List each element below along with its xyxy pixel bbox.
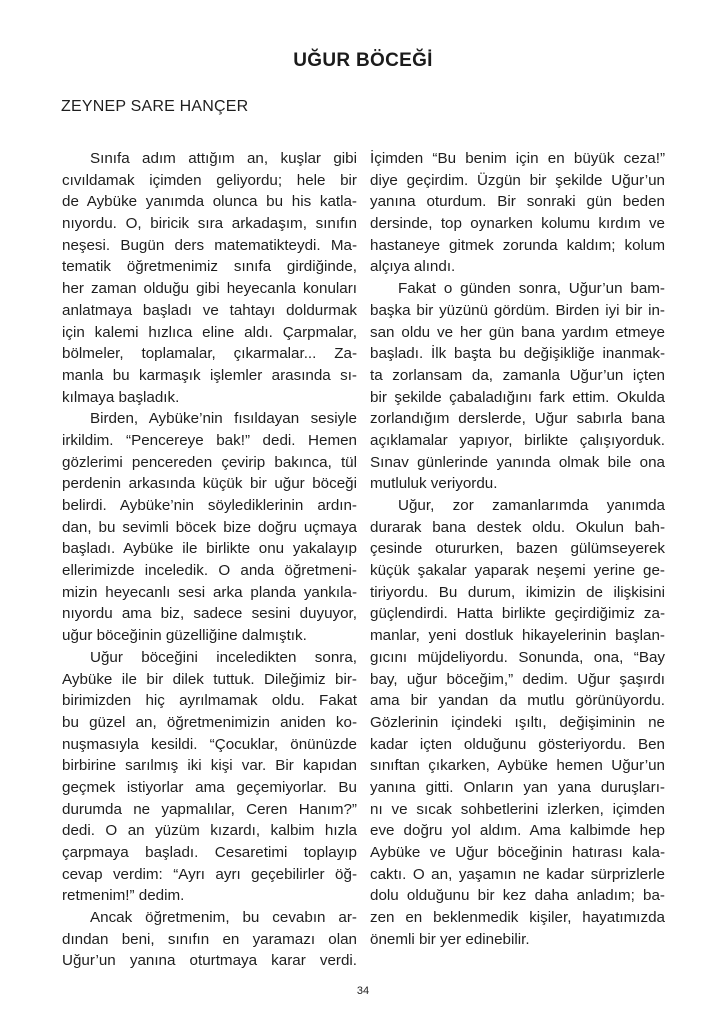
text-line: İçimden “Bu benim için en büyük ceza!”	[370, 150, 665, 167]
text-line: dolu olduğunu bir kez daha anladım; ba-	[370, 887, 665, 905]
text-line: bölmeler, toplamalar, çıkarmalar... Za-	[62, 345, 357, 363]
text-line: nuşmasıyla kesildi. “Çocuklar, önünüzde	[62, 735, 357, 753]
page-number: 34	[356, 985, 370, 997]
text-line: dan, bu sevimli böcek bize doğru uçmaya	[62, 518, 357, 536]
text-line: başka bir yüzünü gördüm. Birden iyi bir in-	[370, 301, 665, 319]
text-line: bu güzel an, öğretmenimizin aniden ko-	[62, 713, 357, 731]
text-line: her zaman olduğu gibi heyecanla konuları	[62, 280, 357, 298]
text-line: Gözlerinin içindeki ışıltı, değişiminin ne	[370, 713, 665, 731]
text-line: cıvıldamak içimden geliyordu; hele bir	[62, 171, 357, 189]
text-line: dından beni, sınıfın en yaramazı olan	[62, 930, 357, 948]
text-line: birimizden hiç ayrılmamak oldu. Fakat	[62, 692, 357, 710]
text-line: tematik öğretmenimiz sınıfa girdiğinde,	[62, 258, 357, 276]
text-line: manlar, yeni dostluk hikayelerinin başlan-	[370, 627, 665, 645]
text-line: alçıya alındı.	[370, 258, 456, 276]
text-line: güçlendirdi. Hatta birlikte geçirdiğimiz za-	[370, 605, 665, 623]
text-line: başladı. İlk başta bu değişikliğe inanmak-	[370, 345, 665, 363]
text-line: perdenin arkasında küçük bir uğur böceği	[62, 475, 357, 493]
text-line: yanına gitti. Onların yan yana duruşları-	[370, 778, 665, 796]
text-line: Aybüke ve Uğur böceğinin hatırası kala-	[370, 844, 665, 861]
text-line: Uğur’un yanına oturtmaya karar verdi.	[62, 952, 357, 970]
text-line: Birden, Aybüke’nin fısıldayan sesiyle	[90, 410, 357, 428]
text-line: anlatmaya başladı ve tahtayı doldurmak	[62, 301, 357, 319]
text-line: de Aybüke yanımda olunca bu his katla-	[62, 193, 357, 211]
text-line: san oldu ve her gün bana yardım etmeye	[370, 323, 665, 341]
text-line: retmenim!” dedim.	[62, 887, 185, 905]
text-line: başladı. Aybüke ile birlikte onu yakalayıp	[62, 540, 357, 558]
text-line: hastaneye gitmek zorunda kaldım; kolum	[370, 236, 665, 254]
text-line: dersinde, top oynarken kolumu kırdım ve	[370, 215, 665, 233]
text-line: zen en beklenmedik kişiler, hayatımızda	[370, 909, 665, 927]
text-line: çesinde otururken, bazen gülümseyerek	[370, 540, 665, 558]
text-line: birbirine sarılmış iki kişi var. Bir kapıdan	[62, 757, 357, 775]
text-line: diye geçirdim. Üzgün bir şekilde Uğur’un	[370, 171, 665, 189]
text-line: belirdi. Aybüke’nin söylediklerinin ardın-	[62, 497, 357, 514]
text-line: cevap verdim: “Ayrı ayrı geçebilirler öğ-	[62, 865, 357, 883]
right-text-column	[370, 148, 665, 950]
text-line: önemli bir yer edinebilir.	[370, 930, 530, 948]
text-line: Sınıfa adım attığım an, kuşlar gibi	[90, 150, 357, 167]
text-line: açıklamalar yapıyor, birlikte çalışıyorduk.	[370, 431, 665, 449]
text-line: irkildim. “Pencereye bak!” dedi. Hemen	[62, 431, 357, 449]
text-line: Sınav günlerinde yanında olmak bile ona	[370, 453, 665, 471]
text-line: tiriyordu. Bu durum, ikimizin de ilişkisini	[370, 583, 665, 601]
text-line: Uğur, zor zamanlarımda yanımda	[398, 497, 665, 514]
text-line: uğur böceğinin güzelliğine dalmıştık.	[62, 627, 307, 645]
text-line: küçük şakalar yaparak neşemi yerine ge-	[370, 562, 665, 580]
text-line: bir şekilde çabaladığını fark ettim. Okulda	[370, 388, 665, 406]
text-line: kadar içten olduğunu gösteriyordu. Ben	[370, 735, 665, 753]
text-line: nıyordu ama biz, sadece sesini duyuyor,	[62, 605, 357, 623]
text-line: durumda ne yapmalılar, Ceren Hanım?”	[62, 800, 357, 818]
text-line: kılmaya başladık.	[62, 388, 180, 406]
text-line: dedi. O an yüzüm kızardı, kalbim hızla	[62, 822, 357, 840]
text-line: zorlandığım derslerde, Uğur sabırla bana	[370, 410, 665, 428]
text-line: ama bir yandan da mutlu görünüyordu.	[370, 692, 665, 710]
text-line: nı ve sıcak sohbetlerini izlerken, içimden	[370, 800, 665, 818]
text-line: sınıftan çıkarken, Aybüke hemen Uğur’un	[370, 757, 665, 775]
text-line: caktı. O an, yaşamın ne kadar sürprizlerle	[370, 865, 665, 883]
text-line: mutluluk veriyordu.	[370, 475, 498, 493]
text-line: ellerimizde inceledik. O anda öğretmeni-	[62, 562, 357, 580]
story-title: UĞUR BÖCEĞİ	[293, 50, 433, 71]
text-line: Fakat o günden sonra, Uğur’un bam-	[398, 280, 665, 298]
text-line: Aybüke ile bir dilek tuttuk. Dileğimiz bir-	[62, 670, 357, 688]
text-line: ta zorlansam da, zamanla Uğur’un içten	[370, 366, 665, 384]
text-line: durarak bana destek oldu. Okulun bah-	[370, 518, 665, 536]
text-line: geçmek istiyorlar ama geçemiyorlar. Bu	[62, 778, 357, 796]
text-line: gıcını müjdeliyordu. Sonunda, ona, “Bay	[370, 648, 665, 666]
text-line: Uğur böceğini inceledikten sonra,	[90, 648, 357, 666]
text-line: eve doğru yol aldım. Ama kalbimde hep	[370, 822, 665, 840]
text-line: nıyordu. O, biricik sıra arkadaşım, sınıfın	[62, 215, 357, 233]
text-line: mizin heyecanlı sesi arka planda yankıla-	[62, 583, 357, 601]
text-line: manla bu karmaşık işlemler arasında sı-	[62, 366, 357, 384]
text-line: bay, uğur böceğim,” dedim. Uğur şaşırdı	[370, 670, 665, 688]
left-text-column	[62, 148, 357, 972]
text-line: için kalemi hızlıca eline aldı. Çarpmalar,	[62, 323, 357, 341]
text-line: neşesi. Bugün ders matematikteydi. Ma-	[62, 236, 357, 254]
text-line: gözlerimi pencereden çevirip bakınca, tül	[62, 453, 357, 471]
text-line: çarpmaya başladı. Cesaretimi toplayıp	[62, 844, 357, 861]
author-name: ZEYNEP SARE HANÇER	[61, 98, 249, 115]
text-line: Ancak öğretmenim, bu cevabın ar-	[90, 909, 357, 927]
text-line: yanına oturdum. Bir sonraki gün beden	[370, 193, 665, 211]
